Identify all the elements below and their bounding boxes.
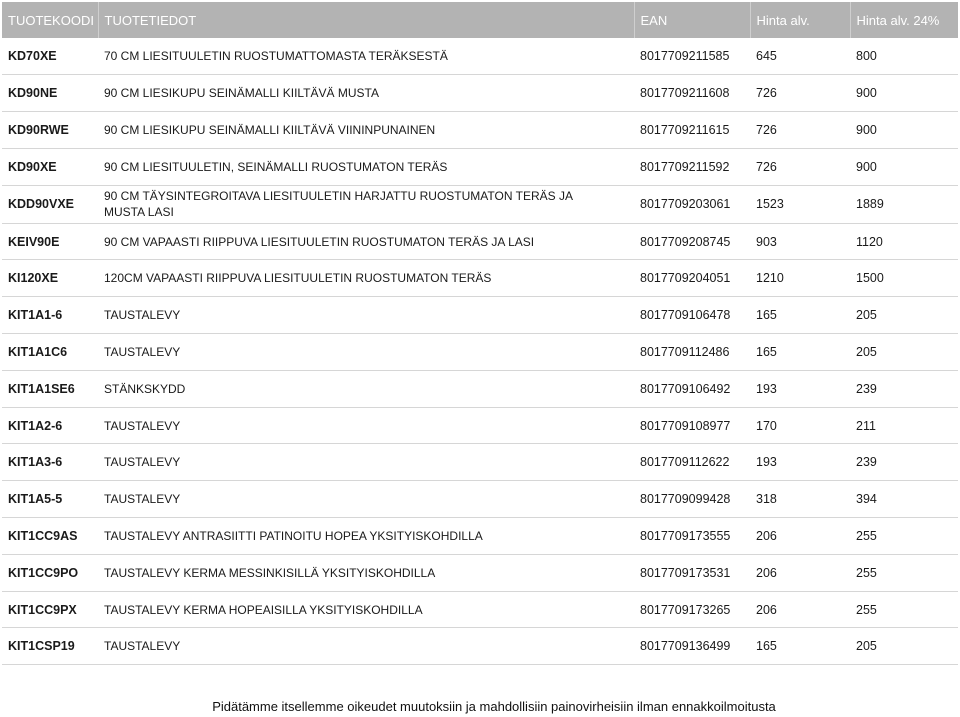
table-body [2,38,958,665]
product-code-cell: KIT1CC9PX [2,591,98,628]
product-description-cell: TAUSTALEVY ANTRASIITTI PATINOITU HOPEA YKSITYISKOHDILLA [98,518,634,555]
header-ean: EAN [634,2,750,38]
ean-cell: 8017709173531 [634,554,750,591]
price-vat-cell: 1500 [850,260,958,297]
table-row [2,148,958,185]
product-code-cell: KIT1A5-5 [2,481,98,518]
price-cell: 645 [750,38,850,75]
ean-cell: 8017709106492 [634,370,750,407]
product-code-cell: KIT1A3-6 [2,444,98,481]
header-product-info: TUOTETIEDOT [98,2,634,38]
price-cell: 206 [750,591,850,628]
price-vat-cell: 900 [850,112,958,149]
product-code-cell: KEIV90E [2,223,98,260]
product-description-cell: TAUSTALEVY [98,481,634,518]
product-code-cell: KIT1A1SE6 [2,370,98,407]
product-description-cell: 90 CM TÄYSINTEGROITAVA LIESITUULETIN HARJATTU RUOSTUMATON TERÄS JA MUSTA LASI [98,185,634,223]
table-row [2,297,958,334]
price-cell: 170 [750,407,850,444]
product-code-cell: KIT1A1-6 [2,297,98,334]
ean-cell: 8017709108977 [634,407,750,444]
price-cell: 726 [750,112,850,149]
table-row [2,223,958,260]
product-description-cell: TAUSTALEVY [98,407,634,444]
table-row [2,591,958,628]
price-cell: 726 [750,75,850,112]
header-product-code: TUOTEKOODI [2,2,98,38]
product-description-cell: TAUSTALEVY [98,628,634,665]
price-cell: 165 [750,628,850,665]
price-vat-cell: 1120 [850,223,958,260]
ean-cell: 8017709211615 [634,112,750,149]
ean-cell: 8017709106478 [634,297,750,334]
price-cell: 726 [750,148,850,185]
price-cell: 206 [750,518,850,555]
ean-cell: 8017709204051 [634,260,750,297]
ean-cell: 8017709173555 [634,518,750,555]
product-code-cell: KIT1CC9AS [2,518,98,555]
product-description-cell: STÄNKSKYDD [98,370,634,407]
table-row [2,444,958,481]
ean-cell: 8017709203061 [634,185,750,223]
price-vat-cell: 205 [850,297,958,334]
ean-cell: 8017709173265 [634,591,750,628]
price-vat-cell: 800 [850,38,958,75]
table-row [2,260,958,297]
product-code-cell: KIT1A1C6 [2,334,98,371]
product-description-cell: TAUSTALEVY [98,297,634,334]
table-row [2,518,958,555]
price-vat-cell: 239 [850,370,958,407]
price-cell: 165 [750,334,850,371]
table-row [2,554,958,591]
price-vat-cell: 255 [850,518,958,555]
price-vat-cell: 239 [850,444,958,481]
price-cell: 193 [750,444,850,481]
price-cell: 1523 [750,185,850,223]
product-description-cell: 70 CM LIESITUULETIN RUOSTUMATTOMASTA TERÄKSESTÄ [98,38,634,75]
product-description-cell: 90 CM LIESIKUPU SEINÄMALLI KIILTÄVÄ MUSTA [98,75,634,112]
product-code-cell: KIT1CSP19 [2,628,98,665]
header-price-vat: Hinta alv. 24% [850,2,958,38]
product-description-cell: TAUSTALEVY [98,334,634,371]
price-vat-cell: 205 [850,628,958,665]
table-row [2,334,958,371]
price-vat-cell: 211 [850,407,958,444]
product-code-cell: KIT1A2-6 [2,407,98,444]
price-cell: 206 [750,554,850,591]
product-description-cell: 120CM VAPAASTI RIIPPUVA LIESITUULETIN RUOSTUMATON TERÄS [98,260,634,297]
product-description-cell: TAUSTALEVY KERMA HOPEAISILLA YKSITYISKOHDILLA [98,591,634,628]
product-code-cell: KD70XE [2,38,98,75]
product-code-cell: KD90RWE [2,112,98,149]
price-vat-cell: 255 [850,591,958,628]
product-description-cell: 90 CM LIESIKUPU SEINÄMALLI KIILTÄVÄ VIININPUNAINEN [98,112,634,149]
product-description-cell: 90 CM LIESITUULETIN, SEINÄMALLI RUOSTUMATON TERÄS [98,148,634,185]
product-description-cell: 90 CM VAPAASTI RIIPPUVA LIESITUULETIN RUOSTUMATON TERÄS JA LASI [98,223,634,260]
ean-cell: 8017709112486 [634,334,750,371]
product-code-cell: KDD90VXE [2,185,98,223]
product-code-cell: KI120XE [2,260,98,297]
table-row [2,38,958,75]
table-row [2,407,958,444]
product-code-cell: KIT1CC9PO [2,554,98,591]
table-row [2,481,958,518]
product-code-cell: KD90XE [2,148,98,185]
ean-cell: 8017709208745 [634,223,750,260]
table-row [2,185,958,223]
price-vat-cell: 1889 [850,185,958,223]
price-cell: 1210 [750,260,850,297]
product-description-cell: TAUSTALEVY KERMA MESSINKISILLÄ YKSITYISKOHDILLA [98,554,634,591]
table-row [2,75,958,112]
price-list-table [2,2,958,665]
product-code-cell: KD90NE [2,75,98,112]
table-row [2,628,958,665]
price-cell: 165 [750,297,850,334]
ean-cell: 8017709112622 [634,444,750,481]
footer-disclaimer: Pidätämme itsellemme oikeudet muutoksiin ja mahdollisiin painovirheisiin ilman ennakkoilmoitusta [212,699,776,714]
price-vat-cell: 205 [850,334,958,371]
table-row [2,112,958,149]
table-row [2,370,958,407]
ean-cell: 8017709211592 [634,148,750,185]
price-cell: 903 [750,223,850,260]
ean-cell: 8017709211585 [634,38,750,75]
header-price: Hinta alv. [750,2,850,38]
header-row [2,2,958,38]
price-vat-cell: 900 [850,148,958,185]
price-vat-cell: 255 [850,554,958,591]
product-description-cell: TAUSTALEVY [98,444,634,481]
ean-cell: 8017709211608 [634,75,750,112]
price-cell: 193 [750,370,850,407]
price-cell: 318 [750,481,850,518]
table-header [2,2,958,38]
price-vat-cell: 900 [850,75,958,112]
price-vat-cell: 394 [850,481,958,518]
ean-cell: 8017709136499 [634,628,750,665]
ean-cell: 8017709099428 [634,481,750,518]
